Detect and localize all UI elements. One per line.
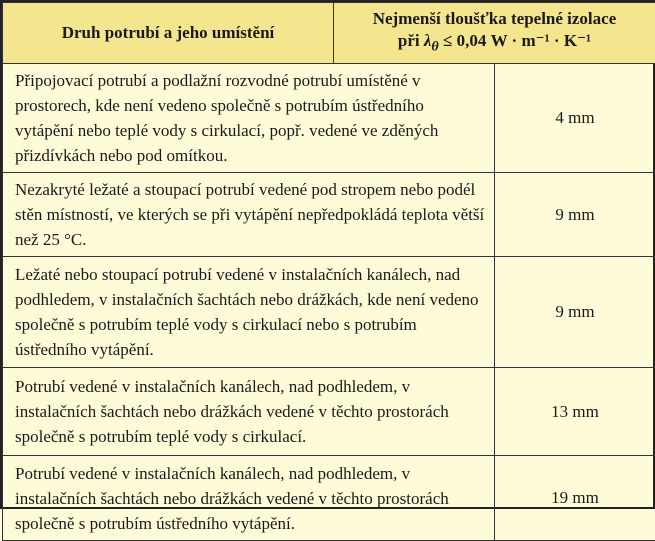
- header-suffix: ≤ 0,04 W · m⁻¹ · K⁻¹: [439, 31, 591, 50]
- row-thickness: 9 mm: [495, 173, 655, 257]
- row-thickness: 4 mm: [495, 64, 655, 173]
- insulation-table: [2, 2, 655, 541]
- header-prefix: při: [398, 31, 424, 50]
- header-min-thickness-line1: Nejmenší tloušťka tepelné izolace: [373, 9, 617, 28]
- row-description: Nezakryté ležaté a stoupací potrubí vedené pod stropem nebo podél stěn místností, ve kterých se při vytápění nepředpokládá teplota větší než 25 °C.: [3, 173, 495, 257]
- row-description: Ležaté nebo stoupací potrubí vedené v instalačních kanálech, nad podhledem, v instalačních šachtách nebo drážkách, kde není vedeno společně s potrubím teplé vody s cirkulací nebo s potrubím ústředního vytápění.: [3, 257, 495, 368]
- row-thickness: 19 mm: [495, 456, 655, 541]
- row-thickness: 9 mm: [495, 257, 655, 368]
- row-description: Připojovací potrubí a podlažní rozvodné potrubí umístěné v prostorech, kde není vedeno společně s potrubím ústředního vytápění nebo teplé vody s cirkulací, popř. vedené ve zděných přizdívkách nebo pod omítkou.: [3, 64, 495, 173]
- header-row: [3, 3, 655, 64]
- header-min-thickness: [334, 3, 655, 64]
- header-theta: θ: [431, 39, 438, 55]
- row-thickness: 13 mm: [495, 368, 655, 456]
- row-description: Potrubí vedené v instalačních kanálech, nad podhledem, v instalačních šachtách nebo drážkách vedené v těchto prostorách společně s potrubím teplé vody s cirkulací.: [3, 368, 495, 456]
- header-min-thickness-line2: [334, 30, 655, 57]
- table-row: [3, 173, 655, 257]
- table-row: [3, 456, 655, 541]
- table-row: [3, 368, 655, 456]
- header-pipe-type: Druh potrubí a jeho umístění: [3, 3, 334, 64]
- table-row: [3, 64, 655, 173]
- table-row: [3, 257, 655, 368]
- row-description: Potrubí vedené v instalačních kanálech, nad podhledem, v instalačních šachtách nebo drážkách vedené v těchto prostorách společně s potrubím ústředního vytápění.: [3, 456, 495, 541]
- header-lambda: λ: [424, 31, 432, 50]
